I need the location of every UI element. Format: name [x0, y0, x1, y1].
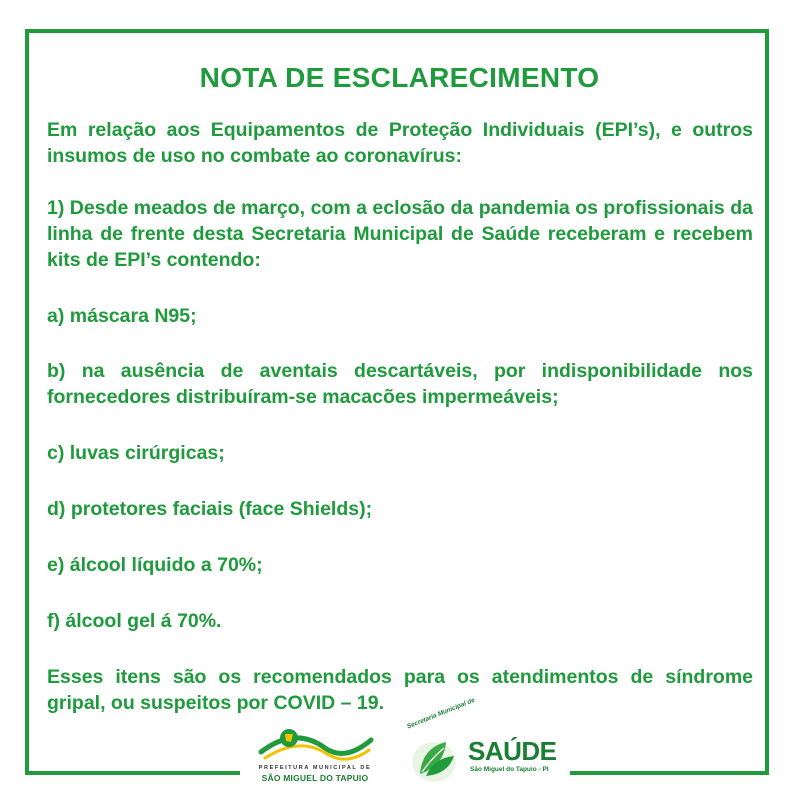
saude-subtitle: São Miguel do Tapuio - PI — [470, 766, 549, 773]
list-item-a: a) máscara N95; — [47, 305, 197, 327]
saude-arc-text: Secretaria Municipal de — [406, 696, 476, 731]
prefeitura-label: PREFEITURA MUNICIPAL DE — [258, 765, 372, 771]
saude-name: SAÚDE — [468, 736, 557, 766]
leaf-emblem-icon — [400, 722, 470, 788]
page-title: NOTA DE ESCLARECIMENTO — [199, 62, 600, 93]
prefeitura-emblem-icon — [255, 722, 375, 766]
list-item-c: c) luvas cirúrgicas; — [47, 442, 225, 464]
intro-paragraph: Em relação aos Equipamentos de Proteção Individuais (EPI’s), e outros insumos de uso no combate ao coronavírus: — [47, 119, 753, 167]
list-item-d: d) protetores faciais (face Shields); — [47, 498, 373, 520]
prefeitura-name: SÃO MIGUEL DO TAPUIO — [261, 773, 369, 783]
prefeitura-logo — [255, 722, 375, 788]
list-item-b: b) na ausência de aventais descartáveis, por indisponibilidade nos fornecedores distribuíram-se macacões impermeáveis; — [47, 360, 753, 408]
list-item-e: e) álcool líquido a 70%; — [47, 554, 263, 576]
item-1-paragraph: 1) Desde meados de março, com a eclosão da pandemia os profissionais da linha de frente desta Secretaria Municipal de Saúde receberam e recebem kits de EPI’s contendo: — [47, 197, 753, 271]
closing-paragraph: Esses itens são os recomendados para os atendimentos de síndrome gripal, ou suspeitos por COVID – 19. — [47, 666, 753, 714]
notice-body — [47, 117, 753, 716]
list-item-f: f) álcool gel á 70%. — [47, 610, 222, 632]
saude-logo — [400, 696, 557, 788]
